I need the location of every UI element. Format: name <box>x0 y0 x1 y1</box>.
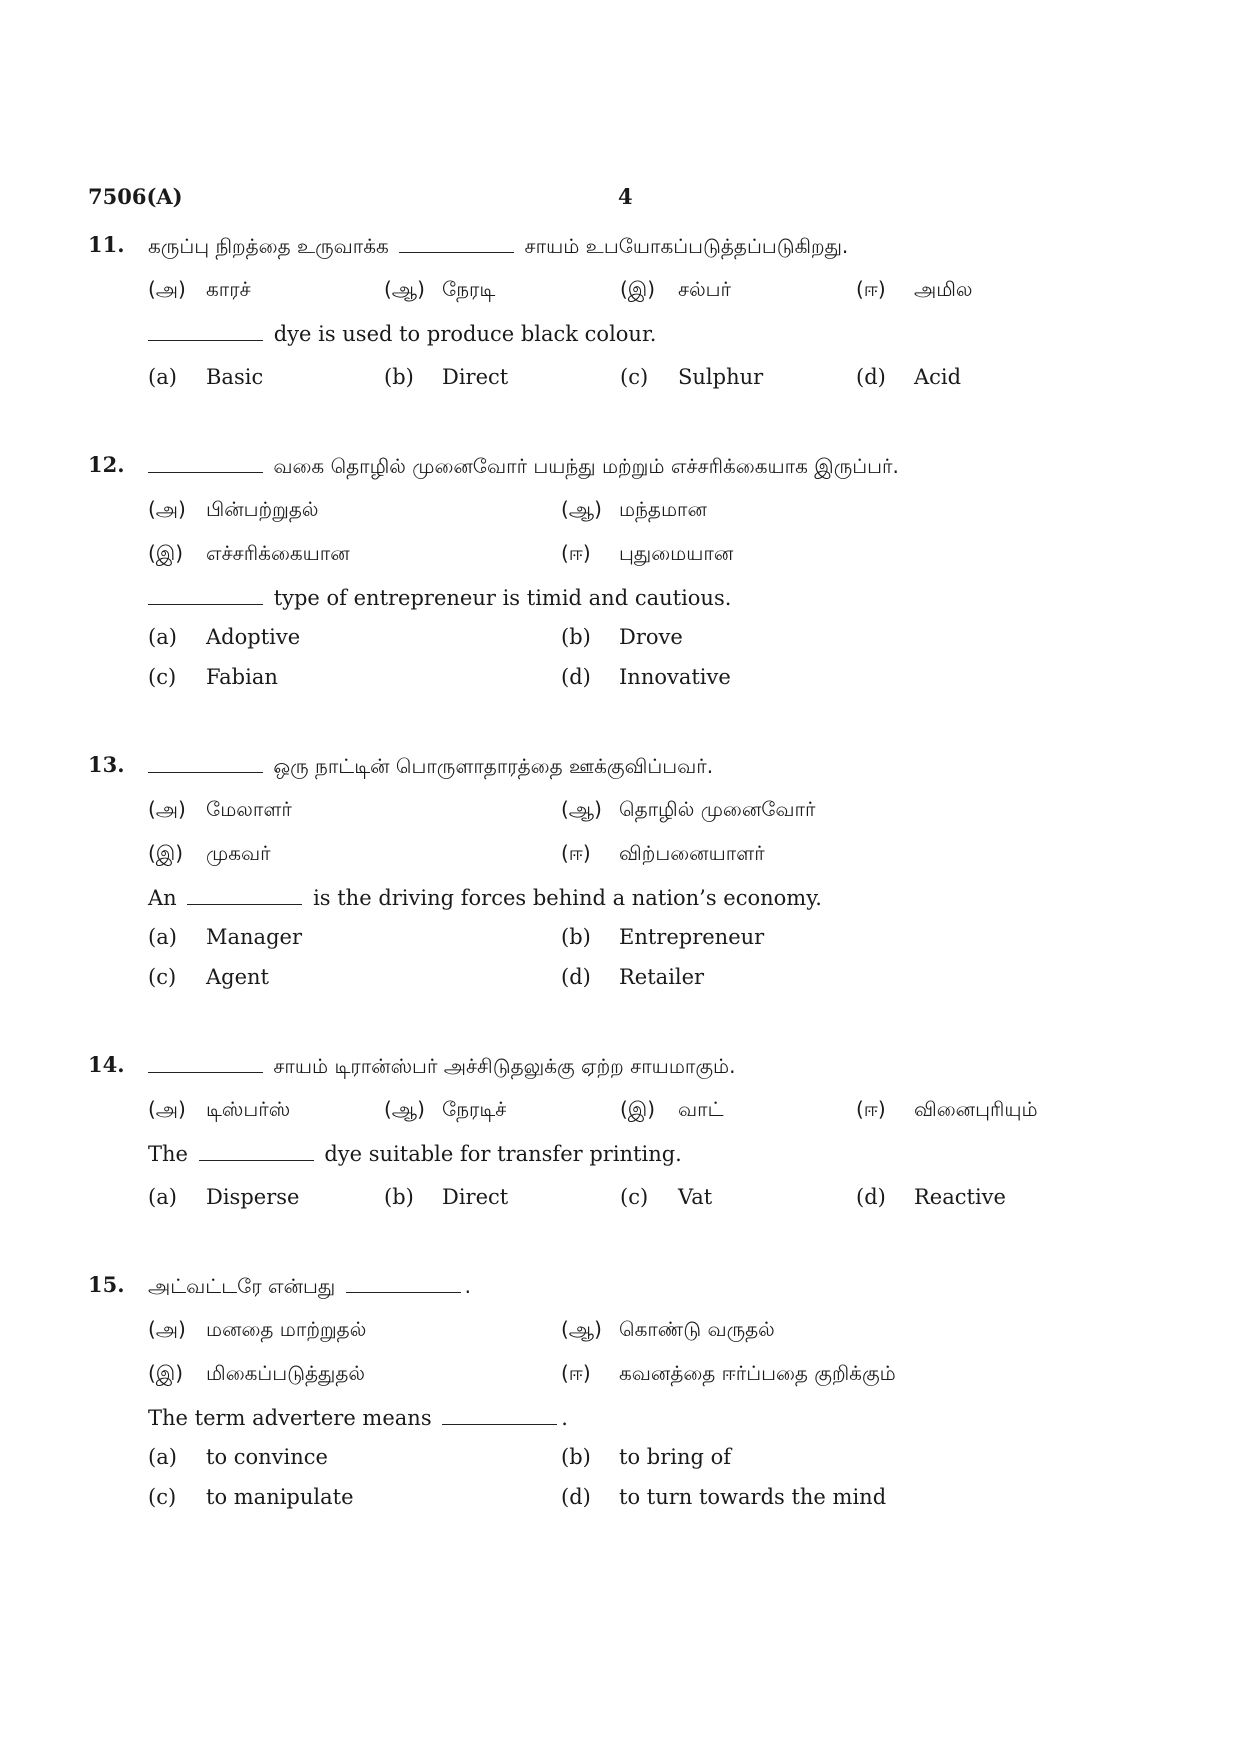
option: (ஈ) வினைபுரியும் <box>856 1097 1038 1121</box>
option: (இ) முகவர் <box>148 841 271 865</box>
tamil-options-row <box>88 794 1152 838</box>
option: (d) Retailer <box>561 965 705 989</box>
option: (ஈ) கவனத்தை ஈர்ப்பதை குறிக்கும் <box>561 1361 896 1385</box>
question-text: . <box>561 1406 568 1430</box>
question-text: type of entrepreneur is timid and cautious. <box>273 586 732 610</box>
english-question <box>88 318 1152 362</box>
option: (ஈ) புதுமையான <box>561 541 734 565</box>
question-number: 15. <box>88 1272 125 1297</box>
english-options-row <box>88 1442 1152 1482</box>
option: (a) Manager <box>148 925 302 949</box>
option: (b) to bring of <box>561 1445 732 1469</box>
tamil-options-row <box>88 494 1152 538</box>
question-14 <box>88 1050 1152 1226</box>
question-number: 12. <box>88 452 125 477</box>
english-question <box>88 1402 1152 1442</box>
option: (இ) எச்சரிக்கையான <box>148 541 350 565</box>
question-text: The <box>148 1142 188 1166</box>
answer-blank <box>399 230 514 253</box>
page-header <box>88 184 1152 214</box>
option: (ஆ) மந்தமான <box>561 497 707 521</box>
question-text: கருப்பு நிறத்தை உருவாக்க <box>148 234 389 258</box>
option: (அ) டிஸ்பர்ஸ் <box>148 1097 291 1121</box>
question-text: சாயம் டிரான்ஸ்பர் அச்சிடுதலுக்கு ஏற்ற சாயமாகும். <box>273 1054 736 1078</box>
question-text: An <box>148 886 177 910</box>
tamil-options-row <box>88 1314 1152 1358</box>
question-number: 13. <box>88 752 125 777</box>
option: (b) Drove <box>561 625 683 649</box>
tamil-question <box>88 230 1152 274</box>
tamil-question <box>88 450 1152 494</box>
english-options-row <box>88 362 1152 406</box>
option: (அ) மேலாளர் <box>148 797 292 821</box>
option: (c) Agent <box>148 965 269 989</box>
option: (a) to convince <box>148 1445 328 1469</box>
english-question <box>88 882 1152 922</box>
question-text: is the driving forces behind a nation’s economy. <box>313 886 822 910</box>
answer-blank <box>148 450 263 473</box>
option: (அ) பின்பற்றுதல் <box>148 497 319 521</box>
option: (c) Sulphur <box>620 365 764 389</box>
option: (ஆ) நேரடிச் <box>384 1097 507 1121</box>
answer-blank <box>346 1270 461 1293</box>
option: (ஈ) அமில <box>856 277 973 301</box>
option: (d) to turn towards the mind <box>561 1485 887 1509</box>
option: (ஆ) கொண்டு வருதல் <box>561 1317 775 1341</box>
tamil-options-row <box>88 1094 1152 1138</box>
option: (இ) வாட் <box>620 1097 724 1121</box>
option: (b) Direct <box>384 1185 509 1209</box>
tamil-question <box>88 1270 1152 1314</box>
option: (இ) மிகைப்படுத்துதல் <box>148 1361 366 1385</box>
answer-blank <box>148 582 263 605</box>
page-number: 4 <box>618 184 633 209</box>
option: (அ) மனதை மாற்றுதல் <box>148 1317 367 1341</box>
tamil-options-row <box>88 538 1152 582</box>
option: (c) Vat <box>620 1185 713 1209</box>
question-text: . <box>464 1274 471 1298</box>
option: (a) Adoptive <box>148 625 301 649</box>
english-options-row <box>88 1182 1152 1226</box>
paper-code: 7506(A) <box>88 184 183 209</box>
english-options-row <box>88 962 1152 1002</box>
english-options-row <box>88 622 1152 662</box>
answer-blank <box>187 882 302 905</box>
option: (c) Fabian <box>148 665 278 689</box>
question-number: 14. <box>88 1052 125 1077</box>
option: (d) Reactive <box>856 1185 1006 1209</box>
option: (a) Disperse <box>148 1185 300 1209</box>
question-11 <box>88 230 1152 406</box>
option: (ஈ) விற்பனையாளர் <box>561 841 765 865</box>
option: (c) to manipulate <box>148 1485 354 1509</box>
question-text: ஒரு நாட்டின் பொருளாதாரத்தை ஊக்குவிப்பவர். <box>273 754 714 778</box>
option: (ஆ) நேரடி <box>384 277 496 301</box>
option: (a) Basic <box>148 365 264 389</box>
answer-blank <box>148 318 263 341</box>
english-question <box>88 582 1152 622</box>
tamil-options-row <box>88 1358 1152 1402</box>
question-15 <box>88 1270 1152 1522</box>
english-options-row <box>88 922 1152 962</box>
question-12 <box>88 450 1152 702</box>
answer-blank <box>442 1402 557 1425</box>
question-13 <box>88 750 1152 1002</box>
option: (அ) காரச் <box>148 277 251 301</box>
option: (b) Direct <box>384 365 509 389</box>
question-text: dye suitable for transfer printing. <box>324 1142 682 1166</box>
answer-blank <box>148 750 263 773</box>
answer-blank <box>199 1138 314 1161</box>
option: (இ) சல்பர் <box>620 277 732 301</box>
question-text: சாயம் உபயோகப்படுத்தப்படுகிறது. <box>524 234 849 258</box>
question-text: அட்வட்டரே என்பது <box>148 1274 336 1298</box>
question-text: dye is used to produce black colour. <box>273 322 657 346</box>
tamil-question <box>88 750 1152 794</box>
option: (b) Entrepreneur <box>561 925 765 949</box>
tamil-options-row <box>88 274 1152 318</box>
english-options-row <box>88 662 1152 702</box>
english-question <box>88 1138 1152 1182</box>
option: (d) Acid <box>856 365 962 389</box>
question-number: 11. <box>88 232 125 257</box>
option: (ஆ) தொழில் முனைவோர் <box>561 797 816 821</box>
answer-blank <box>148 1050 263 1073</box>
english-options-row <box>88 1482 1152 1522</box>
tamil-options-row <box>88 838 1152 882</box>
question-text: வகை தொழில் முனைவோர் பயந்து மற்றும் எச்சரிக்கையாக இருப்பர். <box>273 454 899 478</box>
question-text: The term advertere means <box>148 1406 432 1430</box>
tamil-question <box>88 1050 1152 1094</box>
option: (d) Innovative <box>561 665 731 689</box>
